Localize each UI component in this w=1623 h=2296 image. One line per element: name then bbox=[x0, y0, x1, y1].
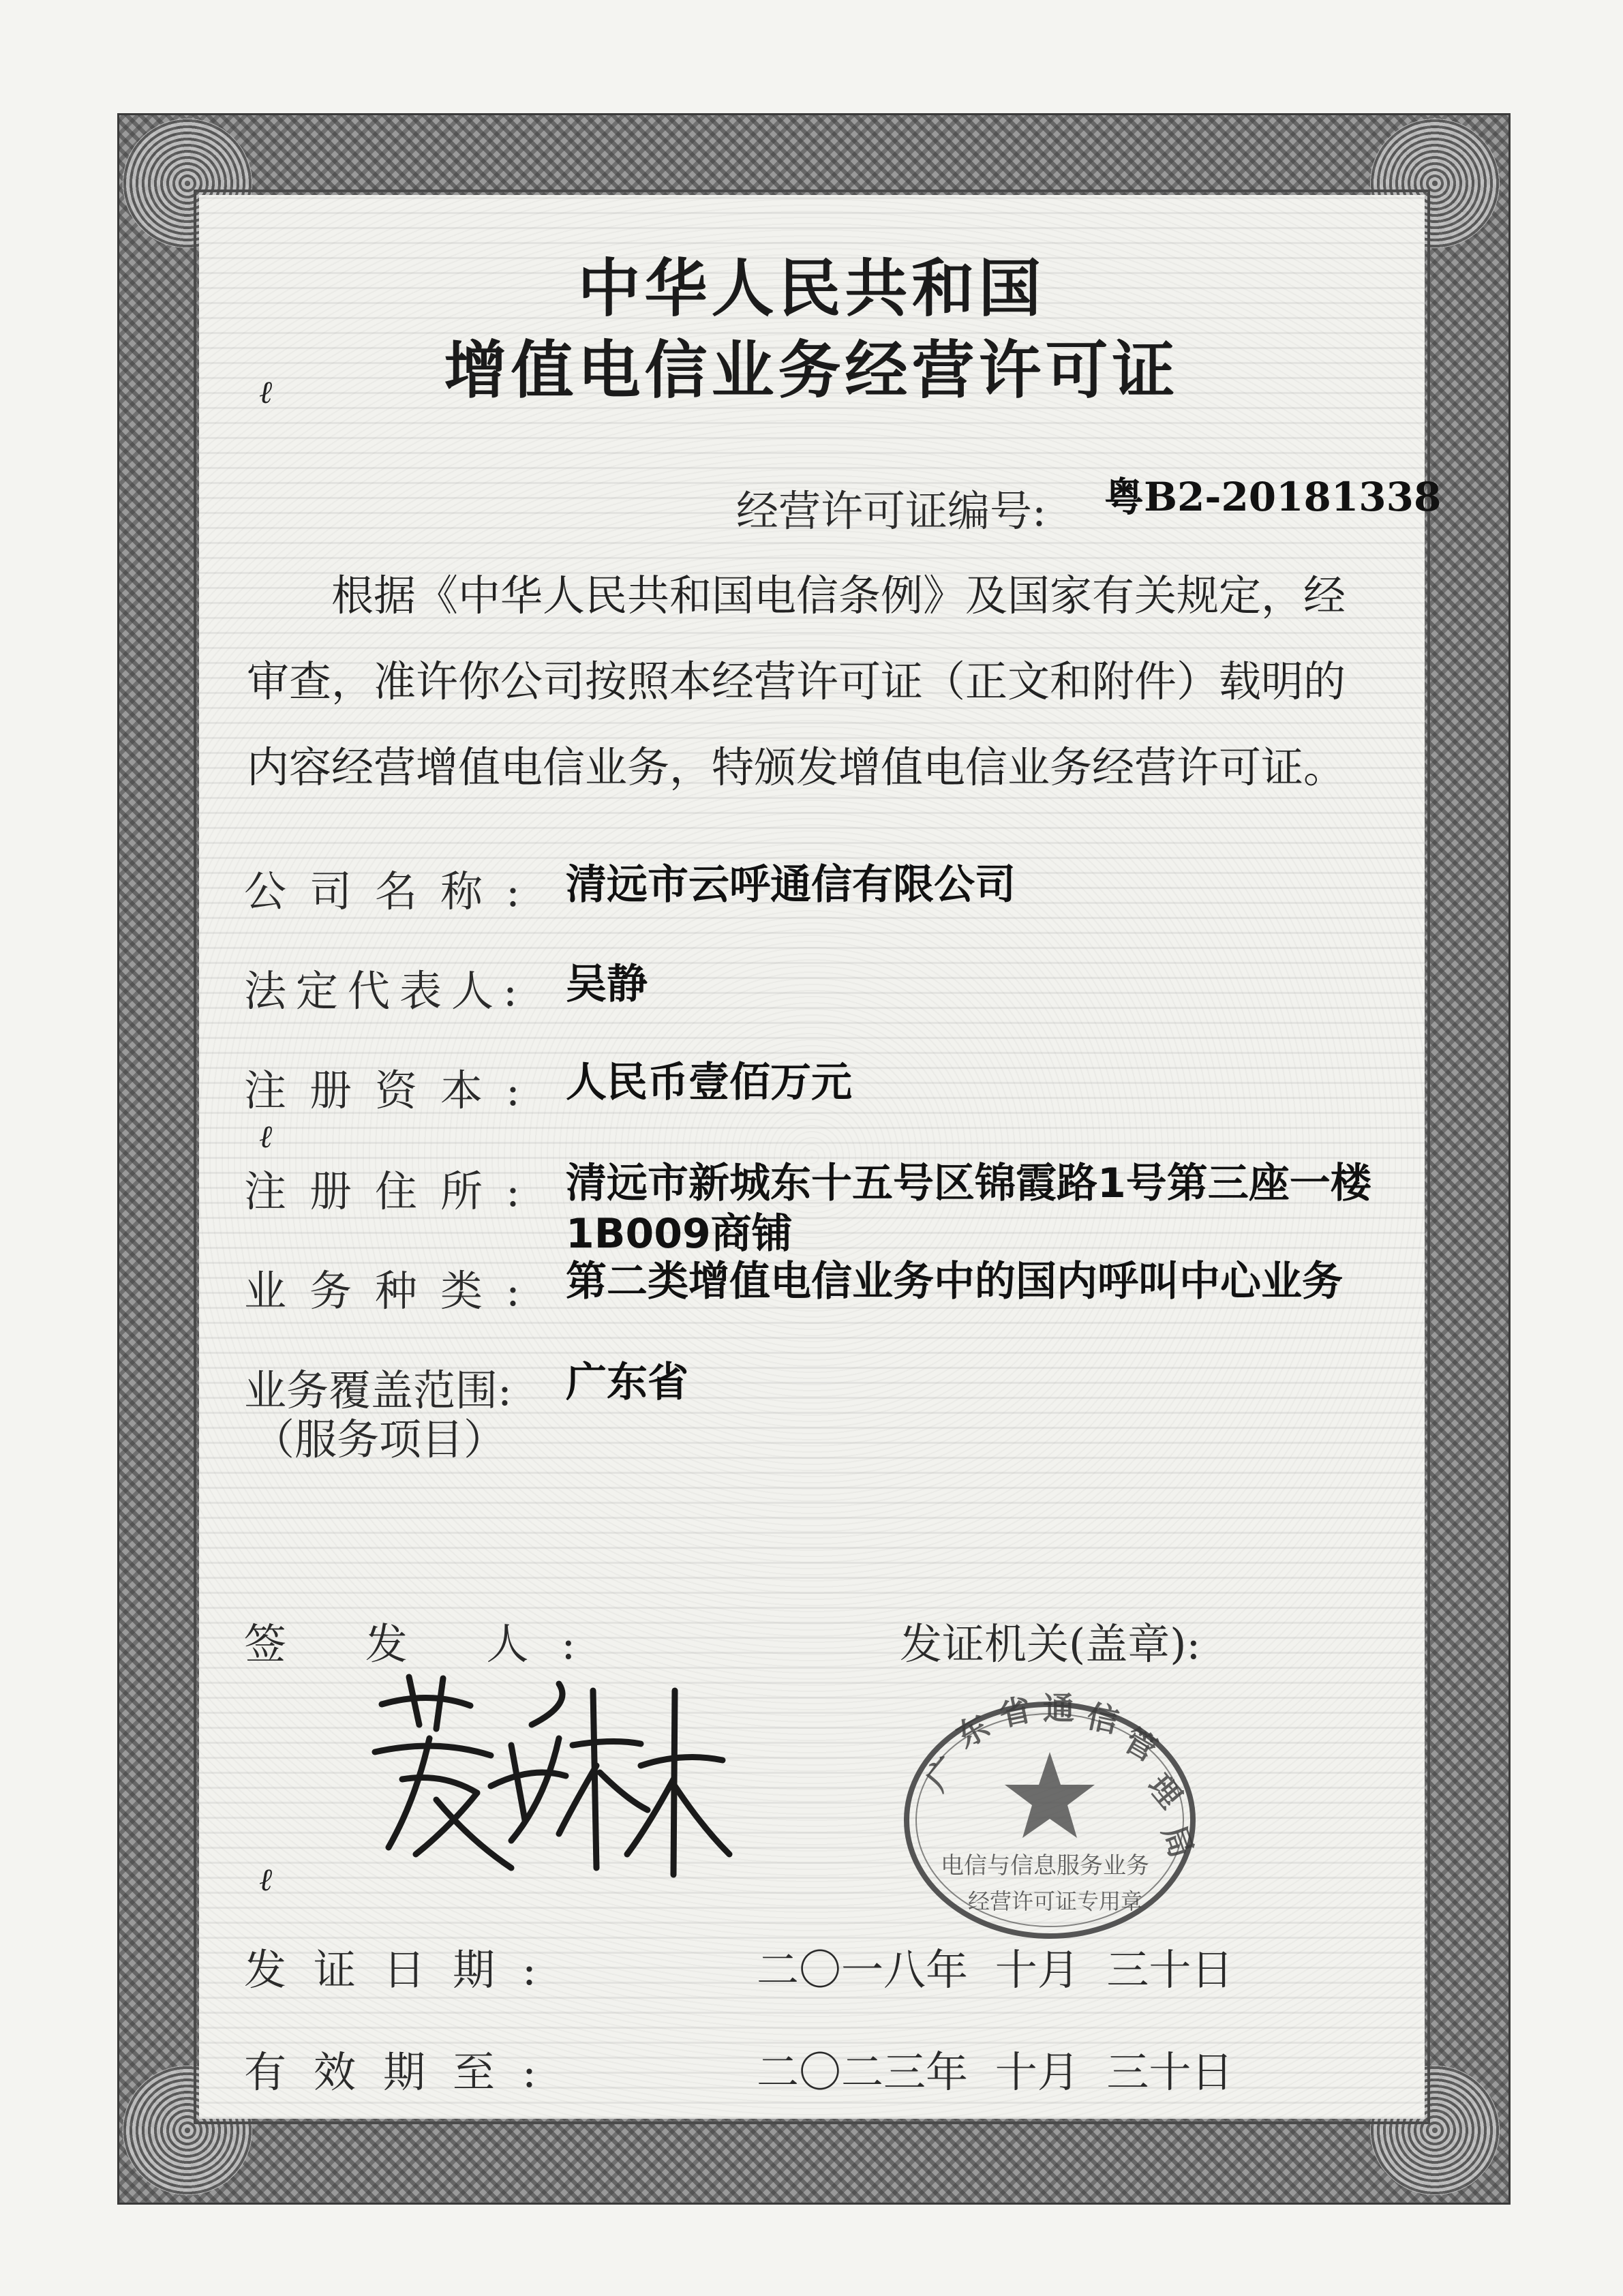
legal-rep-value: 吴静 bbox=[566, 961, 648, 1008]
registered-capital-value: 人民币壹佰万元 bbox=[566, 1059, 852, 1106]
svg-text:理: 理 bbox=[1140, 1767, 1189, 1815]
business-type-value: 第二类增值电信业务中的国内呼叫中心业务 bbox=[566, 1258, 1343, 1305]
handwritten-signature bbox=[354, 1663, 736, 1895]
svg-text:东: 东 bbox=[950, 1707, 996, 1755]
svg-text:信: 信 bbox=[1083, 1697, 1122, 1740]
coverage-value: 广东省 bbox=[566, 1359, 688, 1406]
company-name-label: 公司名称: bbox=[244, 866, 543, 916]
preamble-line-3: 内容经营增值电信业务，特颁发增值电信业务经营许可证。 bbox=[247, 742, 1346, 792]
svg-text:局: 局 bbox=[1155, 1820, 1201, 1862]
company-name-value: 清远市云呼通信有限公司 bbox=[566, 861, 1016, 909]
license-number-label: 经营许可证编号: bbox=[736, 486, 1046, 536]
registered-capital-label: 注册资本: bbox=[244, 1066, 543, 1115]
coverage-sublabel: （服务项目） bbox=[252, 1415, 506, 1464]
official-seal bbox=[893, 1691, 1207, 1950]
margin-mark: ℓ bbox=[259, 1118, 273, 1155]
valid-until-value: 二〇二三年 十月 三十日 bbox=[757, 2047, 1234, 2097]
preamble-line-1: 根据《中华人民共和国电信条例》及国家有关规定，经 bbox=[331, 571, 1346, 620]
registered-address-value-line-1: 清远市新城东十五号区锦霞路1号第三座一楼 bbox=[566, 1160, 1371, 1207]
authority-label: 发证机关(盖章): bbox=[900, 1619, 1201, 1669]
registered-address-label: 注册住所: bbox=[244, 1166, 543, 1216]
signer-label: 签 发 人: bbox=[244, 1619, 609, 1669]
business-type-label: 业务种类: bbox=[244, 1266, 543, 1316]
margin-mark: ℓ bbox=[259, 1861, 273, 1898]
valid-until-label: 有效期至: bbox=[244, 2047, 564, 2097]
svg-text:通: 通 bbox=[1043, 1691, 1074, 1727]
preamble-line-2: 审查，准许你公司按照本经营许可证（正文和附件）载明的 bbox=[247, 656, 1346, 706]
svg-text:省: 省 bbox=[996, 1691, 1035, 1734]
svg-text:电信与信息服务业务: 电信与信息服务业务 bbox=[941, 1852, 1149, 1879]
license-number-value: 粤B2-20181338 bbox=[1104, 474, 1442, 520]
svg-text:广: 广 bbox=[918, 1750, 967, 1798]
issue-date-label: 发证日期: bbox=[244, 1945, 564, 1995]
registered-address-value-line-2: 1B009商铺 bbox=[566, 1210, 793, 1258]
title-line-2: 增值电信业务经营许可证 bbox=[444, 333, 1179, 407]
legal-rep-label: 法定代表人: bbox=[244, 966, 527, 1016]
coverage-label: 业务覆盖范围: bbox=[244, 1365, 512, 1415]
title-line-1: 中华人民共和国 bbox=[577, 252, 1046, 325]
margin-mark: ℓ bbox=[259, 374, 273, 410]
issue-date-value: 二〇一八年 十月 三十日 bbox=[757, 1945, 1234, 1995]
svg-text:管: 管 bbox=[1117, 1721, 1164, 1769]
svg-text:经营许可证专用章: 经营许可证专用章 bbox=[968, 1888, 1143, 1914]
